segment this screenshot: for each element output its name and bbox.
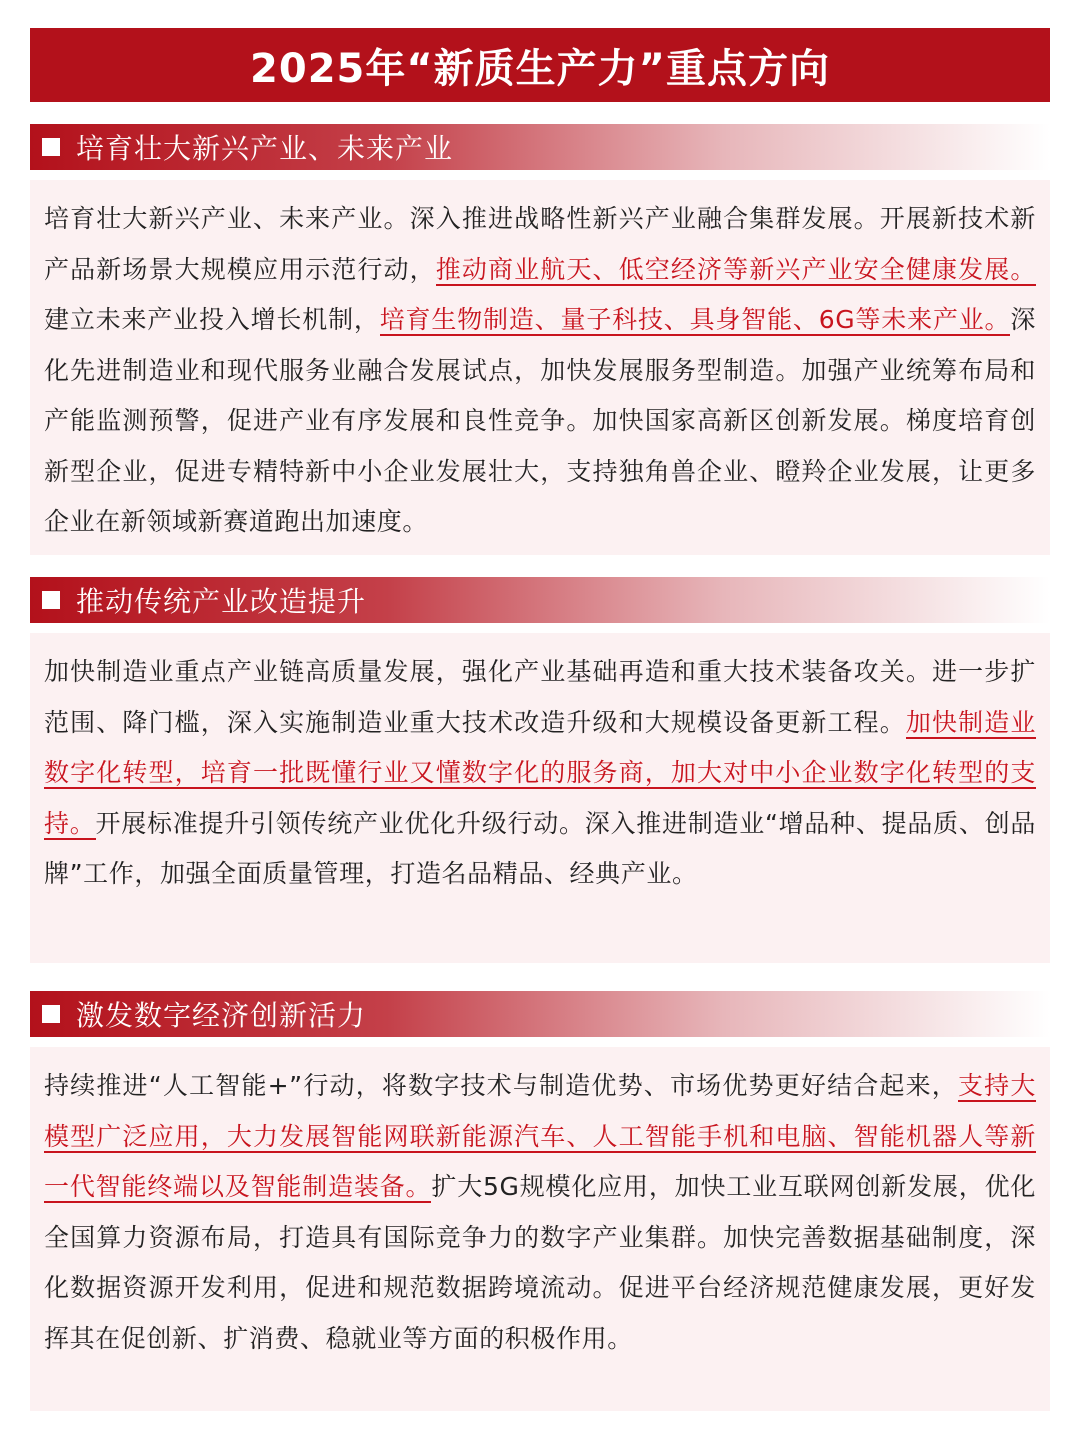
highlighted-text: 推动商业航天、低空经济等新兴产业安全健康发展。 — [435, 254, 1036, 284]
text-segment: 持续推进“人工智能+”行动，将数字技术与制造优势、市场优势更好结合起来， — [44, 1071, 958, 1100]
title-banner — [30, 28, 1050, 102]
section-title: 培育壮大新兴产业、未来产业 — [76, 132, 454, 165]
section-paragraph — [44, 194, 1036, 548]
section-header-3 — [30, 991, 1050, 1037]
section-paragraph — [44, 647, 1036, 900]
section-header-1 — [30, 124, 1050, 170]
page-title: 2025年“新质生产力”重点方向 — [250, 45, 830, 92]
text-segment: 扩大5G规模化应用，加快工业互联网创新发展，优化全国算力资源布局，打造具有国际竞争力的数字产业集群。加快完善数据基础制度，深化数据资源开发利用，促进和规范数据跨境流动。促进平台经济规范健康发展，更好发挥其在促创新、扩消费、稳就业等方面的积极作用。 — [44, 1172, 1036, 1353]
section-title: 激发数字经济创新活力 — [76, 999, 367, 1032]
square-bullet-icon — [42, 138, 60, 156]
section-title: 推动传统产业改造提升 — [76, 585, 367, 618]
section-body-2 — [30, 633, 1050, 963]
text-segment: 开展标准提升引领传统产业优化升级行动。深入推进制造业“增品种、提品质、创品牌”工作，加强全面质量管理，打造名品精品、经典产业。 — [44, 808, 1036, 888]
section-body-1 — [30, 180, 1050, 555]
square-bullet-icon — [42, 1005, 60, 1023]
text-segment: 加快制造业重点产业链高质量发展，强化产业基础再造和重大技术装备攻关。进一步扩范围、降门槛，深入实施制造业重大技术改造升级和大规模设备更新工程。 — [44, 657, 1036, 737]
text-segment: 深化先进制造业和现代服务业融合发展试点，加快发展服务型制造。加强产业统筹布局和产能监测预警，促进产业有序发展和良性竞争。加快国家高新区创新发展。梯度培育创新型企业，促进专精特新中小企业发展壮大，支持独角兽企业、瞪羚企业发展，让更多企业在新领域新赛道跑出加速度。 — [44, 305, 1036, 536]
section-paragraph — [44, 1061, 1036, 1364]
square-bullet-icon — [42, 591, 60, 609]
highlighted-text: 培育生物制造、量子科技、具身智能、6G等未来产业。 — [379, 305, 1011, 334]
highlighted-text: 支持大模型广泛应用，大力发展智能网联新能源汽车、人工智能手机和电脑、智能机器人等新一代智能终端以及智能制造装备。 — [44, 1071, 1036, 1201]
section-body-3 — [30, 1047, 1050, 1411]
section-header-2 — [30, 577, 1050, 623]
highlighted-text: 加快制造业数字化转型，培育一批既懂行业又懂数字化的服务商，加大对中小企业数字化转型的支持。 — [44, 707, 1036, 838]
text-segment: 培育壮大新兴产业、未来产业。深入推进战略性新兴产业融合集群发展。开展新技术新产品新场景大规模应用示范行动， — [44, 204, 1036, 284]
text-segment: 建立未来产业投入增长机制， — [44, 305, 380, 334]
